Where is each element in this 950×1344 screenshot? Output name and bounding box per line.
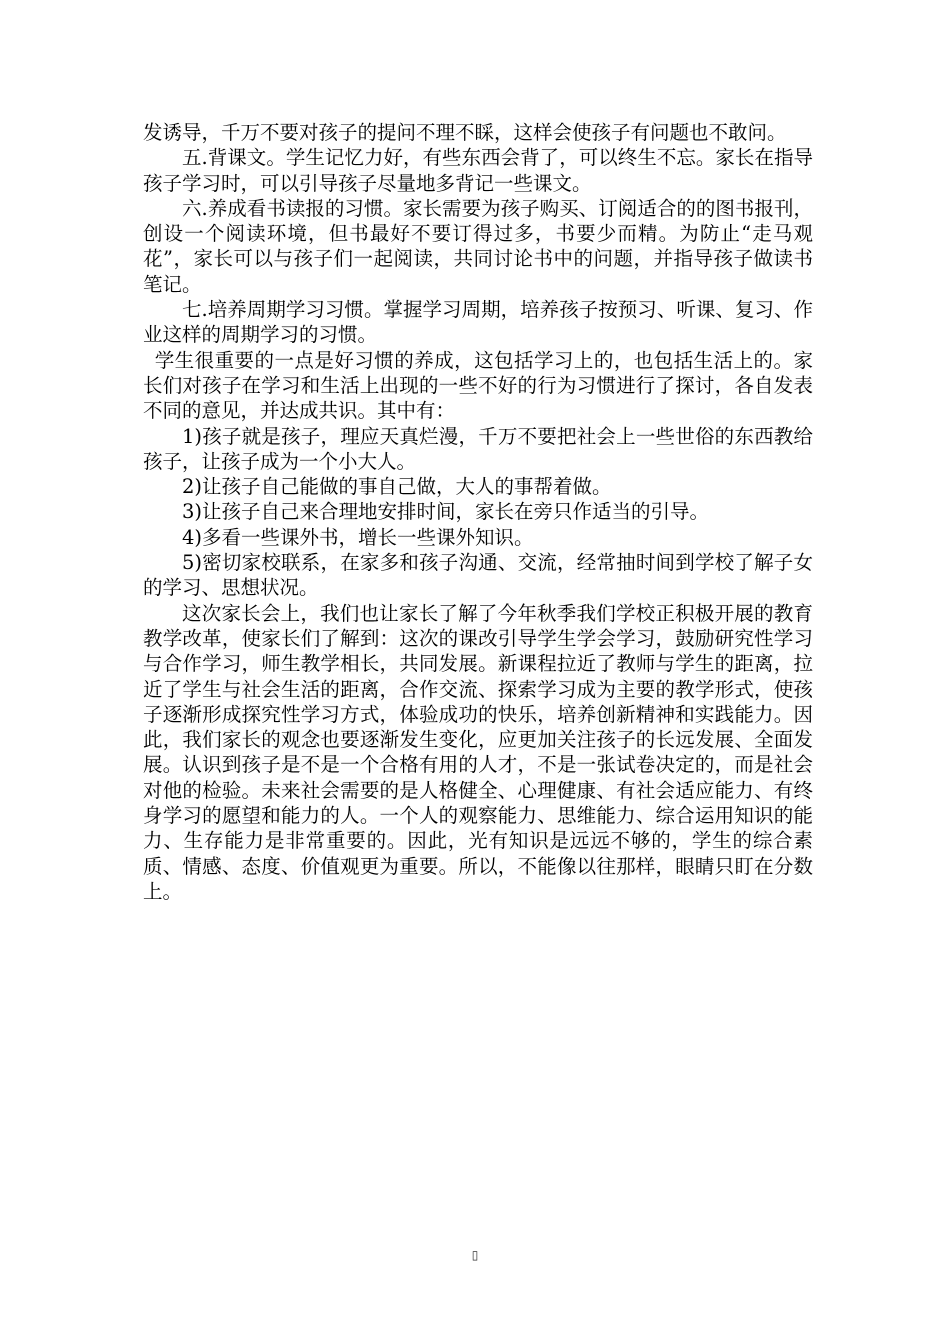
list-item-3: 3)让孩子自己来合理地安排时间，家长在旁只作适当的引导。 <box>182 500 710 524</box>
list-item-5: 5)密切家校联系，在家多和孩子沟通、交流，经常抽时间到学校了解子女的学习、思想状况。 <box>143 551 813 600</box>
paragraph-item-seven: 七.培养周期学习习惯。掌握学习周期，培养孩子按预习、听课、复习、作业这样的周期学习的习惯。 <box>143 298 813 347</box>
paragraph-continuation: 发诱导，千万不要对孩子的提问不理不睬，这样会使孩子有问题也不敢问。 <box>143 121 787 144</box>
list-item-1: 1)孩子就是孩子，理应天真烂漫，千万不要把社会上一些世俗的东西教给孩子，让孩子成为一个小大人。 <box>143 424 813 473</box>
document-body <box>143 120 813 904</box>
list-item-2: 2)让孩子自己能做的事自己做，大人的事帮着做。 <box>182 475 612 499</box>
page-number: ▯ <box>471 1248 479 1262</box>
paragraph-item-six: 六.养成看书读报的习惯。家长需要为孩子购买、订阅适合的的图书报刊，创设一个阅读环境，但书最好不要订得过多，书要少而精。为防止“走马观花”，家长可以与孩子们一起阅读，共同讨论书中的问题，并指导孩子做读书笔记。 <box>143 196 813 296</box>
paragraph-habits-intro: 学生很重要的一点是好习惯的养成，这包括学习上的，也包括生活上的。家长们对孩子在学习和生活上出现的一些不好的行为习惯进行了探讨，各自发表不同的意见，并达成共识。其中有： <box>143 348 813 423</box>
list-item-4: 4)多看一些课外书，增长一些课外知识。 <box>182 525 534 549</box>
paragraph-item-five: 五.背课文。学生记忆力好，有些东西会背了，可以终生不忘。家长在指导孩子学习时，可以引导孩子尽量地多背记一些课文。 <box>143 146 813 195</box>
paragraph-curriculum-reform: 这次家长会上，我们也让家长了解了今年秋季我们学校正积极开展的教育教学改革，使家长们了解到：这次的课改引导学生学会学习，鼓励研究性学习与合作学习，师生教学相长，共同发展。新课程拉近了教师与学生的距离，拉近了学生与社会生活的距离，合作交流、探索学习成为主要的教学形式，使孩子逐渐形成探究性学习方式，体验成功的快乐，培养创新精神和实践能力。因此，我们家长的观念也要逐渐发生变化，应更加关注孩子的长远发展、全面发展。认识到孩子是不是一个合格有用的人才，不是一张试卷决定的，而是社会对他的检验。未来社会需要的是人格健全、心理健康、有社会适应能力、有终身学习的愿望和能力的人。一个人的观察能力、思维能力、综合运用知识的能力、生存能力是非常重要的。因此，光有知识是远远不够的，学生的综合素质、情感、态度、价值观更为重要。所以，不能像以往那样，眼睛只盯在分数上。 <box>143 601 813 903</box>
